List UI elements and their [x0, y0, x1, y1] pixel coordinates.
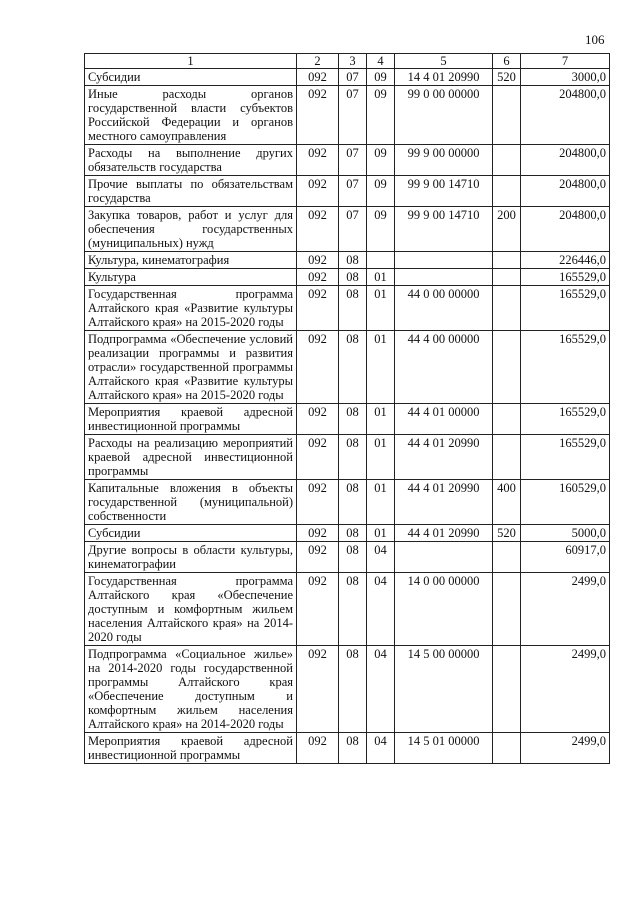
row-code: 092: [297, 733, 339, 764]
row-expense-type: [493, 86, 521, 145]
row-target-article: 44 4 00 00000: [395, 331, 493, 404]
row-subsection: 01: [367, 331, 395, 404]
row-subsection: [367, 252, 395, 269]
row-code: 092: [297, 207, 339, 252]
row-name: Мероприятия краевой адресной инвестиционной программы: [85, 404, 297, 435]
row-target-article: 44 4 01 00000: [395, 404, 493, 435]
row-subsection: 09: [367, 86, 395, 145]
row-subsection: 01: [367, 525, 395, 542]
table-row: [85, 542, 610, 573]
row-name: Закупка товаров, работ и услуг для обеспечения государственных (муниципальных) нужд: [85, 207, 297, 252]
table-row: [85, 286, 610, 331]
row-section: 07: [339, 207, 367, 252]
row-amount: 60917,0: [521, 542, 610, 573]
row-name: Подпрограмма «Обеспечение условий реализации программы и развития отрасли» государственной программы Алтайского края «Развитие культуры Алтайского края» на 2015-2020 годы: [85, 331, 297, 404]
row-target-article: 14 5 01 00000: [395, 733, 493, 764]
row-code: 092: [297, 331, 339, 404]
row-name: Мероприятия краевой адресной инвестиционной программы: [85, 733, 297, 764]
row-expense-type: [493, 286, 521, 331]
column-header: 5: [395, 54, 493, 69]
row-section: 07: [339, 86, 367, 145]
row-section: 08: [339, 286, 367, 331]
row-code: 092: [297, 542, 339, 573]
row-target-article: 99 9 00 14710: [395, 176, 493, 207]
row-section: 08: [339, 480, 367, 525]
row-amount: 165529,0: [521, 269, 610, 286]
row-amount: 2499,0: [521, 646, 610, 733]
column-header: 7: [521, 54, 610, 69]
row-section: 08: [339, 542, 367, 573]
row-code: 092: [297, 145, 339, 176]
table-row: [85, 207, 610, 252]
row-subsection: 01: [367, 435, 395, 480]
row-section: 08: [339, 525, 367, 542]
row-amount: 226446,0: [521, 252, 610, 269]
column-header: 2: [297, 54, 339, 69]
row-target-article: 14 0 00 00000: [395, 573, 493, 646]
row-code: 092: [297, 573, 339, 646]
row-target-article: 99 9 00 14710: [395, 207, 493, 252]
row-name: Другие вопросы в области культуры, кинематографии: [85, 542, 297, 573]
row-name: Субсидии: [85, 525, 297, 542]
row-expense-type: [493, 252, 521, 269]
row-expense-type: [493, 404, 521, 435]
row-section: 07: [339, 69, 367, 86]
row-subsection: 04: [367, 573, 395, 646]
page-number: 106: [585, 32, 605, 47]
row-section: 08: [339, 573, 367, 646]
row-target-article: 14 4 01 20990: [395, 69, 493, 86]
table-row: [85, 269, 610, 286]
row-target-article: [395, 252, 493, 269]
column-header: 4: [367, 54, 395, 69]
row-name: Субсидии: [85, 69, 297, 86]
row-code: 092: [297, 435, 339, 480]
row-subsection: 04: [367, 646, 395, 733]
table-row: [85, 480, 610, 525]
row-subsection: 01: [367, 286, 395, 331]
row-subsection: 01: [367, 480, 395, 525]
row-target-article: [395, 542, 493, 573]
row-amount: 165529,0: [521, 404, 610, 435]
row-name: Государственная программа Алтайского края «Развитие культуры Алтайского края» на 2015-2020 годы: [85, 286, 297, 331]
row-name: Культура, кинематография: [85, 252, 297, 269]
row-name: Иные расходы органов государственной власти субъектов Российской Федерации и органов местного самоуправления: [85, 86, 297, 145]
row-name: Капитальные вложения в объекты государственной (муниципальной) собственности: [85, 480, 297, 525]
row-name: Культура: [85, 269, 297, 286]
row-subsection: 04: [367, 733, 395, 764]
row-amount: 204800,0: [521, 86, 610, 145]
row-target-article: 44 4 01 20990: [395, 435, 493, 480]
row-expense-type: [493, 145, 521, 176]
row-section: 07: [339, 176, 367, 207]
row-amount: 2499,0: [521, 733, 610, 764]
row-subsection: 01: [367, 269, 395, 286]
row-name: Подпрограмма «Социальное жилье» на 2014-2020 годы государственной программы Алтайского края «Обеспечение доступным и комфортным жильем населения Алтайского края» на 2014-2020 годы: [85, 646, 297, 733]
row-name: Государственная программа Алтайского края «Обеспечение доступным и комфортным жильем населения Алтайского края» на 2014-2020 годы: [85, 573, 297, 646]
row-target-article: 99 0 00 00000: [395, 86, 493, 145]
row-subsection: 09: [367, 145, 395, 176]
row-section: 08: [339, 252, 367, 269]
row-section: 08: [339, 331, 367, 404]
row-expense-type: [493, 573, 521, 646]
row-expense-type: [493, 269, 521, 286]
row-code: 092: [297, 646, 339, 733]
row-amount: 160529,0: [521, 480, 610, 525]
row-name: Расходы на реализацию мероприятий краевой адресной инвестиционной программы: [85, 435, 297, 480]
table-row: [85, 331, 610, 404]
table-row: [85, 69, 610, 86]
row-expense-type: [493, 331, 521, 404]
table-row: [85, 176, 610, 207]
row-section: 08: [339, 435, 367, 480]
table-row: [85, 435, 610, 480]
table-row: [85, 646, 610, 733]
column-header: 3: [339, 54, 367, 69]
row-amount: 204800,0: [521, 145, 610, 176]
row-subsection: 09: [367, 176, 395, 207]
row-target-article: 44 4 01 20990: [395, 525, 493, 542]
row-code: 092: [297, 286, 339, 331]
table-header-row: [85, 54, 610, 69]
row-expense-type: 520: [493, 69, 521, 86]
row-code: 092: [297, 269, 339, 286]
row-amount: 3000,0: [521, 69, 610, 86]
row-expense-type: [493, 542, 521, 573]
row-name: Прочие выплаты по обязательствам государства: [85, 176, 297, 207]
row-amount: 5000,0: [521, 525, 610, 542]
column-header: 1: [85, 54, 297, 69]
row-section: 08: [339, 404, 367, 435]
row-target-article: [395, 269, 493, 286]
table-row: [85, 404, 610, 435]
row-expense-type: [493, 176, 521, 207]
table-row: [85, 145, 610, 176]
row-expense-type: [493, 646, 521, 733]
row-section: 07: [339, 145, 367, 176]
column-header: 6: [493, 54, 521, 69]
row-section: 08: [339, 646, 367, 733]
row-expense-type: [493, 733, 521, 764]
row-expense-type: 400: [493, 480, 521, 525]
row-amount: 165529,0: [521, 331, 610, 404]
row-code: 092: [297, 69, 339, 86]
row-subsection: 09: [367, 69, 395, 86]
row-name: Расходы на выполнение других обязательств государства: [85, 145, 297, 176]
row-code: 092: [297, 404, 339, 435]
table-row: [85, 525, 610, 542]
row-target-article: 99 9 00 00000: [395, 145, 493, 176]
row-expense-type: 200: [493, 207, 521, 252]
row-amount: 165529,0: [521, 435, 610, 480]
row-amount: 165529,0: [521, 286, 610, 331]
row-subsection: 04: [367, 542, 395, 573]
row-target-article: 44 4 01 20990: [395, 480, 493, 525]
row-amount: 204800,0: [521, 207, 610, 252]
row-section: 08: [339, 733, 367, 764]
row-code: 092: [297, 86, 339, 145]
table-row: [85, 573, 610, 646]
row-code: 092: [297, 480, 339, 525]
budget-table: [84, 53, 610, 764]
row-section: 08: [339, 269, 367, 286]
row-target-article: 14 5 00 00000: [395, 646, 493, 733]
row-expense-type: [493, 435, 521, 480]
row-code: 092: [297, 176, 339, 207]
row-subsection: 09: [367, 207, 395, 252]
row-amount: 204800,0: [521, 176, 610, 207]
table-row: [85, 252, 610, 269]
table-row: [85, 733, 610, 764]
row-code: 092: [297, 525, 339, 542]
row-target-article: 44 0 00 00000: [395, 286, 493, 331]
row-code: 092: [297, 252, 339, 269]
row-expense-type: 520: [493, 525, 521, 542]
row-amount: 2499,0: [521, 573, 610, 646]
row-subsection: 01: [367, 404, 395, 435]
table-row: [85, 86, 610, 145]
